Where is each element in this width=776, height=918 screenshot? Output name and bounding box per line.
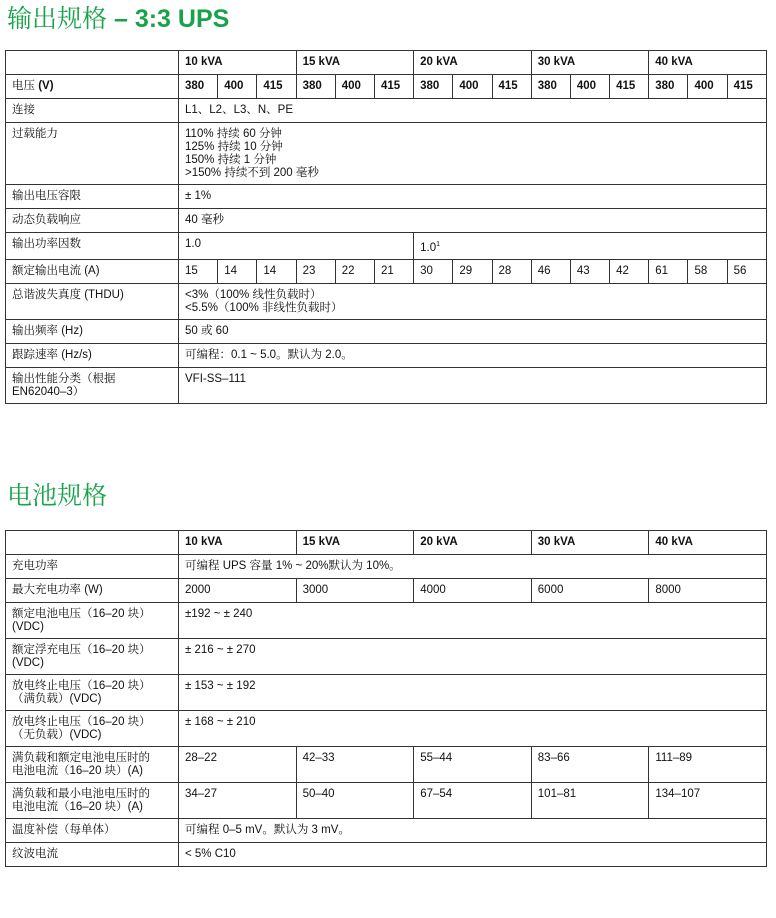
battery-section-title: 电池规格 xyxy=(7,482,108,510)
tolerance-row xyxy=(6,185,767,209)
dynamic-value: 40 毫秒 xyxy=(179,209,767,233)
maxcharge-cell: 3000 xyxy=(296,579,414,603)
model-header: 10 kVA xyxy=(179,531,297,555)
dynamic-row xyxy=(6,209,767,233)
voltage-cell: 380 xyxy=(414,75,453,99)
voltage-cell: 380 xyxy=(531,75,570,99)
cur-nom-label: 满负载和额定电池电压时的 电池电流（16–20 块）(A) xyxy=(6,747,179,783)
ripple-value: < 5% C10 xyxy=(179,843,767,867)
current-cell: 42 xyxy=(610,259,649,283)
voltage-row xyxy=(6,75,767,99)
charge-value: 可编程 UPS 容量 1% ~ 20%默认为 10%。 xyxy=(179,555,767,579)
tolerance-label: 输出电压容限 xyxy=(6,185,179,209)
voltage-cell: 415 xyxy=(374,75,413,99)
pf-value: 1.0 xyxy=(179,233,414,260)
voltage-label: 电压 (V) xyxy=(6,75,179,99)
charge-label: 充电功率 xyxy=(6,555,179,579)
temp-comp-row xyxy=(6,819,767,843)
model-header: 10 kVA xyxy=(179,51,297,75)
pf-label: 输出功率因数 xyxy=(6,233,179,260)
current-cell: 15 xyxy=(179,259,218,283)
overload-value xyxy=(179,123,767,185)
slew-row xyxy=(6,343,767,367)
dynamic-label: 动态负载响应 xyxy=(6,209,179,233)
model-header: 15 kVA xyxy=(296,51,414,75)
model-header: 20 kVA xyxy=(414,51,532,75)
current-cell: 30 xyxy=(414,259,453,283)
current-cell: 61 xyxy=(649,259,688,283)
connection-row xyxy=(6,99,767,123)
connection-label: 连接 xyxy=(6,99,179,123)
current-cell: 23 xyxy=(296,259,335,283)
current-cell: 28 xyxy=(492,259,531,283)
thd-line: <5.5%（100% 非线性负载时） xyxy=(185,301,343,314)
current-cell: 14 xyxy=(218,259,257,283)
voltage-cell: 400 xyxy=(688,75,727,99)
current-cell: 56 xyxy=(727,259,766,283)
cur-min-cell: 101–81 xyxy=(531,783,649,819)
voltage-cell: 380 xyxy=(296,75,335,99)
frequency-row xyxy=(6,319,767,343)
classification-row xyxy=(6,367,767,403)
connection-value: L1、L2、L3、N、PE xyxy=(179,99,767,123)
overload-row xyxy=(6,123,767,185)
model-header: 40 kVA xyxy=(649,51,767,75)
pf-footnote: 1 xyxy=(436,241,441,248)
current-cell: 46 xyxy=(531,259,570,283)
header-blank-cell xyxy=(6,51,179,75)
model-header: 30 kVA xyxy=(531,531,649,555)
eod-full-label: 放电终止电压（16–20 块） （满负载）(VDC) xyxy=(6,675,179,711)
voltage-cell: 415 xyxy=(492,75,531,99)
battery-header-row xyxy=(6,531,767,555)
thd-row xyxy=(6,283,767,319)
eod-none-row xyxy=(6,711,767,747)
nominal-label: 额定电池电压（16–20 块） (VDC) xyxy=(6,603,179,639)
maxcharge-cell: 6000 xyxy=(531,579,649,603)
maxcharge-cell: 4000 xyxy=(414,579,532,603)
eod-full-row xyxy=(6,675,767,711)
overload-line: 125% 持续 10 分钟 xyxy=(185,141,283,153)
slew-label: 跟踪速率 (Hz/s) xyxy=(6,343,179,367)
model-header: 40 kVA xyxy=(649,531,767,555)
max-charge-row xyxy=(6,579,767,603)
eod-full-value: ± 153 ~ ± 192 xyxy=(179,675,767,711)
current-cell: 14 xyxy=(257,259,296,283)
float-label: 额定浮充电压（16–20 块） (VDC) xyxy=(6,639,179,675)
cur-nom-cell: 111–89 xyxy=(649,747,767,783)
overload-line: 150% 持续 1 分钟 xyxy=(185,154,277,166)
overload-label: 过载能力 xyxy=(6,123,179,185)
temp-label: 温度补偿（每单体） xyxy=(6,819,179,843)
float-value: ± 216 ~ ± 270 xyxy=(179,639,767,675)
voltage-cell: 400 xyxy=(335,75,374,99)
voltage-cell: 400 xyxy=(570,75,609,99)
float-voltage-row xyxy=(6,639,767,675)
cur-min-label: 满负载和最小电池电压时的 电池电流（16–20 块）(A) xyxy=(6,783,179,819)
overload-line: >150% 持续不到 200 毫秒 xyxy=(185,167,319,179)
power-factor-row xyxy=(6,233,767,260)
thd-value xyxy=(179,283,767,319)
cur-min-cell: 134–107 xyxy=(649,783,767,819)
current-row xyxy=(6,259,767,283)
overload-line: 110% 持续 60 分钟 xyxy=(185,128,282,140)
model-header-row xyxy=(6,51,767,75)
cur-min-cell: 34–27 xyxy=(179,783,297,819)
current-cell: 43 xyxy=(570,259,609,283)
model-header: 20 kVA xyxy=(414,531,532,555)
maxcharge-cell: 8000 xyxy=(649,579,767,603)
voltage-cell: 380 xyxy=(179,75,218,99)
eod-none-label: 放电终止电压（16–20 块） （无负载）(VDC) xyxy=(6,711,179,747)
voltage-cell: 415 xyxy=(727,75,766,99)
output-title-cn: 输出规格 xyxy=(7,5,108,33)
current-cell: 29 xyxy=(453,259,492,283)
voltage-cell: 380 xyxy=(649,75,688,99)
current-cell: 21 xyxy=(374,259,413,283)
pf-value: $1.0^1$ xyxy=(414,233,767,260)
cur-nom-cell: 28–22 xyxy=(179,747,297,783)
thd-label: 总谐波失真度 (THDU) xyxy=(6,283,179,319)
cur-min-cell: 50–40 xyxy=(296,783,414,819)
class-value: VFI-SS–111 xyxy=(179,367,767,403)
model-header: 30 kVA xyxy=(531,51,649,75)
current-minimum-row xyxy=(6,783,767,819)
current-label: 额定输出电流 (A) xyxy=(6,259,179,283)
voltage-cell: 400 xyxy=(218,75,257,99)
voltage-cell: 415 xyxy=(257,75,296,99)
current-nominal-row xyxy=(6,747,767,783)
nominal-value: ±192 ~ ± 240 xyxy=(179,603,767,639)
cur-nom-cell: 83–66 xyxy=(531,747,649,783)
slew-value: 可编程：0.1 ~ 5.0。默认为 2.0。 xyxy=(179,343,767,367)
thd-line: <3%（100% 线性负载时） xyxy=(185,288,322,301)
freq-label: 输出频率 (Hz) xyxy=(6,319,179,343)
cur-min-cell: 67–54 xyxy=(414,783,532,819)
output-section-title xyxy=(7,4,229,34)
current-cell: 58 xyxy=(688,259,727,283)
tolerance-value: ± 1% xyxy=(179,185,767,209)
voltage-cell: 400 xyxy=(453,75,492,99)
temp-value: 可编程 0–5 mV。默认为 3 mV。 xyxy=(179,819,767,843)
output-title-en: – 3:3 UPS xyxy=(113,5,230,33)
maxcharge-cell: 2000 xyxy=(179,579,297,603)
charge-power-row xyxy=(6,555,767,579)
model-header: 15 kVA xyxy=(296,531,414,555)
class-label: 输出性能分类（根据 EN62040–3） xyxy=(6,367,179,403)
battery-spec-table xyxy=(5,530,767,867)
maxcharge-label: 最大充电功率 (W) xyxy=(6,579,179,603)
ripple-label: 纹波电流 xyxy=(6,843,179,867)
cur-nom-cell: 42–33 xyxy=(296,747,414,783)
output-spec-table xyxy=(5,50,767,404)
header-blank-cell xyxy=(6,531,179,555)
cur-nom-cell: 55–44 xyxy=(414,747,532,783)
current-cell: 22 xyxy=(335,259,374,283)
voltage-cell: 415 xyxy=(610,75,649,99)
eod-none-value: ± 168 ~ ± 210 xyxy=(179,711,767,747)
nominal-voltage-row xyxy=(6,603,767,639)
freq-value: 50 或 60 xyxy=(179,319,767,343)
ripple-row xyxy=(6,843,767,867)
